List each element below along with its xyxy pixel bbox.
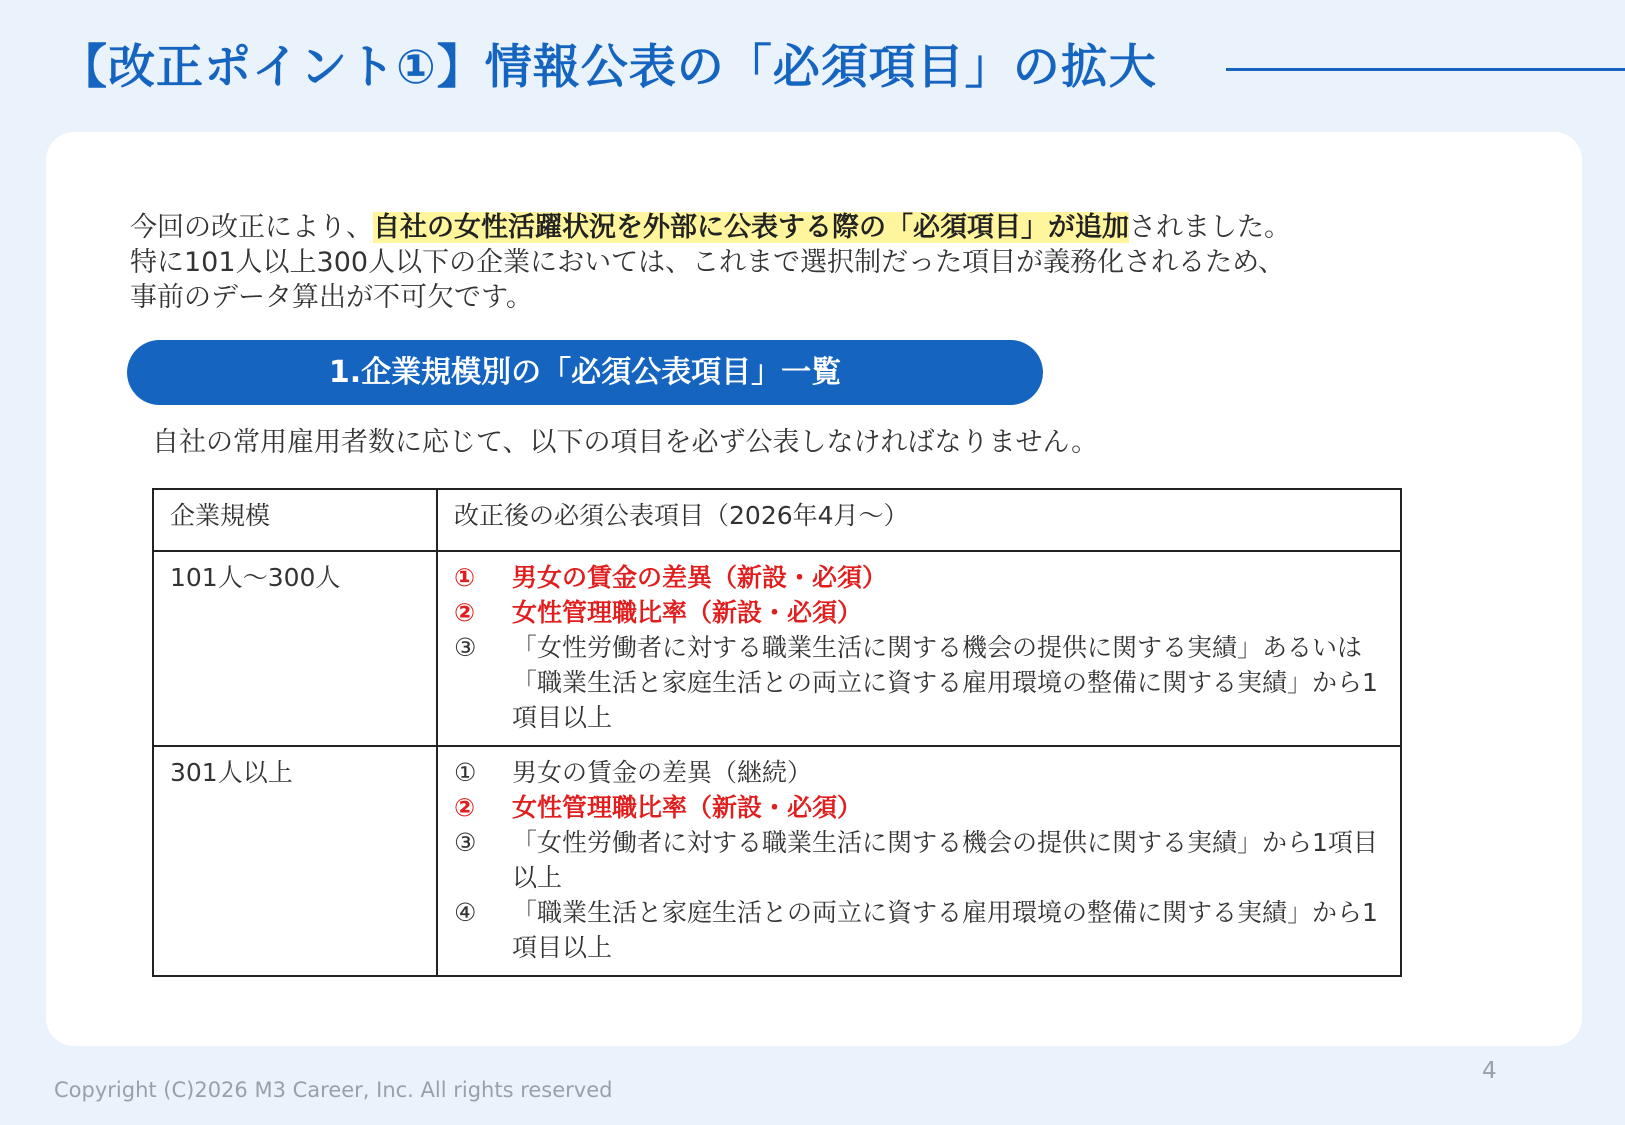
page-number: 4 bbox=[1482, 1058, 1497, 1084]
intro-line-1-pre: 今回の改正により、 bbox=[130, 212, 373, 243]
title-rule bbox=[1226, 68, 1625, 71]
item-text: 「女性労働者に対する職業生活に関する機会の提供に関する実績」あるいは「職業生活と家庭生活との両立に資する雇用環境の整備に関する実績」から1項目以上 bbox=[512, 633, 1378, 732]
table-header-row bbox=[153, 489, 1401, 551]
row-company-size: 101人〜300人 bbox=[153, 551, 437, 746]
required-items-table bbox=[152, 488, 1402, 977]
item-text: 女性管理職比率（新設・必須） bbox=[512, 793, 863, 822]
table-row bbox=[153, 746, 1401, 976]
list-item bbox=[454, 825, 1384, 895]
intro-paragraph bbox=[130, 210, 1291, 315]
table-row bbox=[153, 551, 1401, 746]
item-number: ① bbox=[454, 758, 477, 787]
item-number: ③ bbox=[454, 828, 477, 857]
section-heading-pill: 1.企業規模別の「必須公表項目」一覧 bbox=[127, 340, 1043, 405]
item-number: ② bbox=[454, 598, 476, 627]
item-number: ① bbox=[454, 563, 476, 592]
intro-line-2: 特に101人以上300人以下の企業においては、これまで選択制だった項目が義務化されるため、 bbox=[130, 247, 1285, 278]
item-text: 「職業生活と家庭生活との両立に資する雇用環境の整備に関する実績」から1項目以上 bbox=[512, 898, 1378, 962]
intro-line-1-post: されました。 bbox=[1129, 212, 1291, 243]
item-number: ② bbox=[454, 793, 476, 822]
item-number: ④ bbox=[454, 898, 477, 927]
slide-title: 【改正ポイント①】情報公表の「必須項目」の拡大 bbox=[60, 40, 1157, 95]
list-item bbox=[454, 560, 1384, 595]
list-item bbox=[454, 755, 1384, 790]
table-lead-text: 自社の常用雇用者数に応じて、以下の項目を必ず公表しなければなりません。 bbox=[152, 427, 1099, 458]
header-required-items: 改正後の必須公表項目（2026年4月〜） bbox=[437, 489, 1401, 551]
intro-line-3: 事前のデータ算出が不可欠です。 bbox=[130, 282, 533, 313]
intro-line-1 bbox=[130, 210, 1291, 245]
list-item bbox=[454, 595, 1384, 630]
item-text: 男女の賃金の差異（新設・必須） bbox=[512, 563, 888, 592]
copyright-footer: Copyright (C)2026 M3 Career, Inc. All rights reserved bbox=[54, 1078, 613, 1102]
item-number: ③ bbox=[454, 633, 477, 662]
row-company-size: 301人以上 bbox=[153, 746, 437, 976]
list-item bbox=[454, 630, 1384, 735]
intro-highlight: 自社の女性活躍状況を外部に公表する際の「必須項目」が追加 bbox=[373, 212, 1129, 243]
header-company-size: 企業規模 bbox=[153, 489, 437, 551]
list-item bbox=[454, 790, 1384, 825]
item-text: 女性管理職比率（新設・必須） bbox=[512, 598, 863, 627]
row-items-cell bbox=[437, 551, 1401, 746]
list-item bbox=[454, 895, 1384, 965]
item-text: 男女の賃金の差異（継続） bbox=[512, 758, 813, 787]
row-items-cell bbox=[437, 746, 1401, 976]
item-text: 「女性労働者に対する職業生活に関する機会の提供に関する実績」から1項目以上 bbox=[512, 828, 1378, 892]
